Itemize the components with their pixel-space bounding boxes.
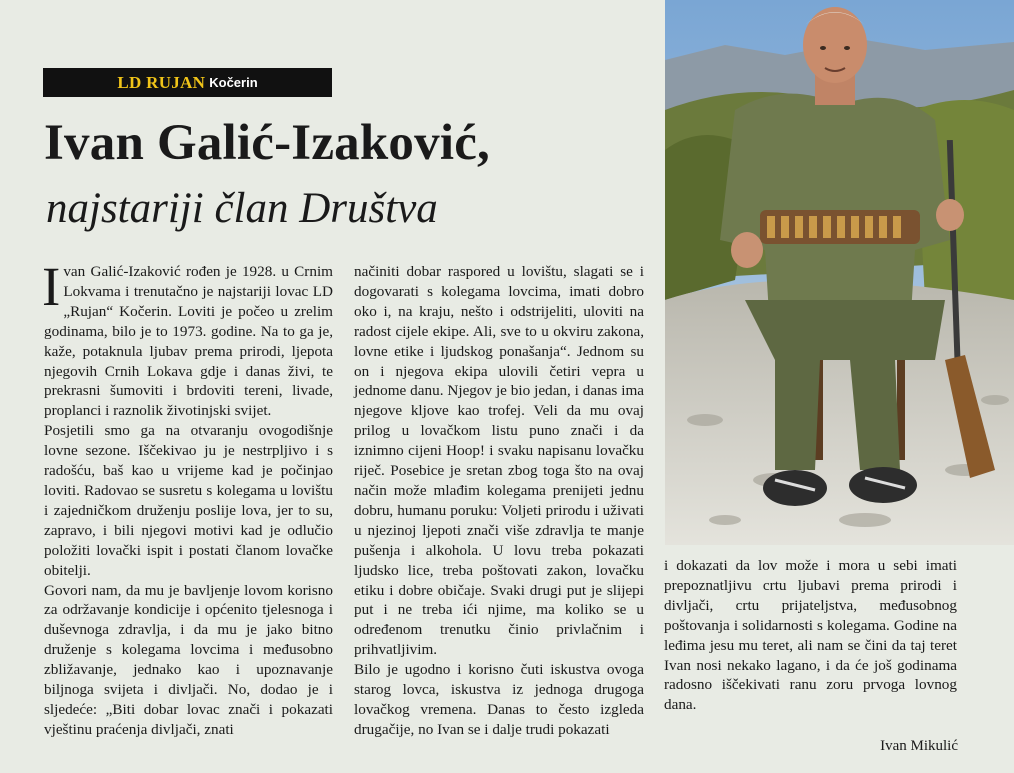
paragraph: Govori nam, da mu je bavljenje lovom korisno za održavanje kondicije i općenito tjelesnoga i duševnoga zdravlja, i da mu je jako bitno druženje s kolegama lovcima i međusobno zbližavanje, jednako kao i upoznavanje biljnoga svijeta i divljači. No, dodao je i sljedeće: „Biti dobar lovac znači i pokazati vještinu praćenja divljači, znati	[44, 581, 333, 738]
article-subtitle: najstariji član Društva	[46, 185, 438, 232]
article-column-2	[354, 262, 644, 740]
hunter-portrait-image	[665, 0, 1014, 545]
paragraph: i dokazati da lov može i mora u sebi imati prepoznatljivu crtu ljubavi prema prirodi i divljači, crtu prijateljstva, međusobnog poštovanja i solidarnosti s kolegama. Godine na leđima jesu mu teret, ali nam se čini da taj teret Ivan nosi nekako lagano, i da će još godinama radosno iščekivati ranu zoru prvoga lovnog dana.	[664, 557, 957, 714]
author-byline: Ivan Mikulić	[880, 738, 958, 754]
kicker-society: LD RUJAN	[117, 72, 206, 92]
article-column-1	[42, 256, 333, 740]
drop-cap: I	[42, 256, 61, 317]
paragraph: načiniti dobar raspored u lovištu, slagati se i dogovarati s kolegama lovcima, imati dobro oko i, na kraju, nešto i odstrijeliti, uloviti na radost cijele ekipe. Ali, sve to u okviru zakona, lovne etike i ljudskog ponašanja“. Jednom su on i njegova ekipa ulovili četiri vepra u jednome danu. Njegov je bio jedan, i danas ima njegove kljove kao trofej. Veli da mu ovaj prilog u lovačkom listu puno znači i da iznimno cijeni Hoop! i svaku napisanu lovačku riječ. Posebice je sretan zbog toga što na ovaj način može mlađim kolegama prenijeti jednu dobru, humanu poruku: Voljeti prirodu i uživati u njezinoj ljepoti znači više zdravlja te manje pušenja i alkohola. U lovu treba pokazati ljudsko lice, treba poštovati zakon, lovačku etiku i dobre običaje. Svaki drugi put je slijepi put i ne treba ići njime, ma koliko se u određenom trenutku činio privlačnim i prihvatljivim.	[354, 263, 644, 659]
paragraph: van Galić-Izaković rođen je 1928. u Crnim Lokvama i trenutačno je najstariji lovac LD „Rujan“ Kočerin. Loviti je počeo u zrelim godinama, bilo je to 1973. godine. Na to ga je, kaže, potaknula ljubav prema prirodi, ljepota njegovih Crnih Lokava gdje i danas živi, te prekrasni šumoviti i brdoviti tereni, livade, proplanci i raznolik životinjski svijet.	[44, 263, 333, 420]
article-title: Ivan Galić-Izaković,	[44, 115, 490, 171]
kicker-place: Kočerin	[209, 75, 258, 90]
paragraph: Bilo je ugodno i korisno čuti iskustva ovoga starog lovca, iskustva iz jednoga drugoga lovačkog vremena. Danas to često izgleda drugačije, no Ivan se i dalje trudi pokazati	[354, 661, 644, 738]
article-column-3	[664, 556, 957, 715]
paragraph: Posjetili smo ga na otvaranju ovogodišnje lovne sezone. Iščekivao ju je nestrpljivo i s radošću, baš kao u vrijeme kad je počinjao loviti. Radovao se susretu s kolegama u lovištu i zajedničkom druženju poslije lova, jer to su, zapravo, i bili njegovi motivi kad je odlučio položiti lovački ispit i postati članom lovačke obitelji.	[44, 422, 333, 579]
section-kicker	[43, 68, 332, 97]
hunter-photo	[665, 0, 1014, 545]
